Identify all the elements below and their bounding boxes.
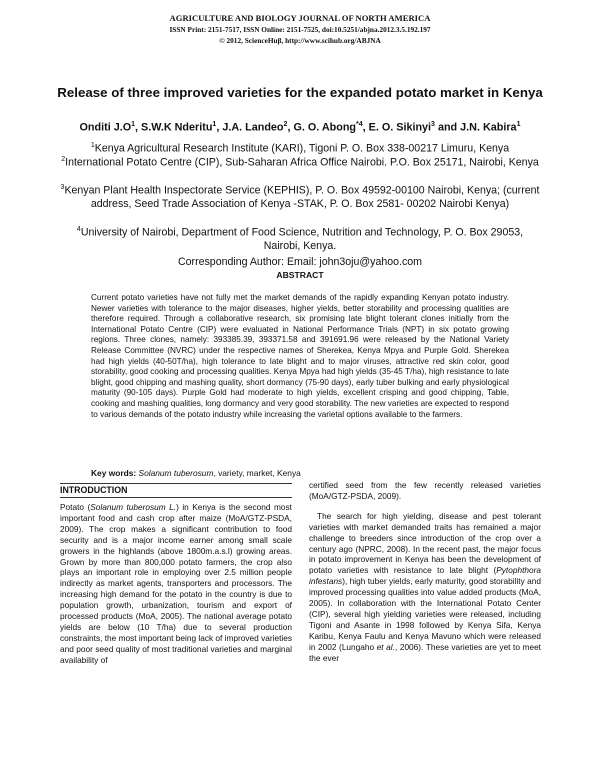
keywords-rest: , variety, market, Kenya [213, 468, 301, 478]
author-affiliation-mark: 1 [131, 121, 136, 128]
citation-etal: et al. [376, 641, 395, 652]
affiliation-text: International Potato Centre (CIP), Sub-Saharan Africa Office Nairobi. P.O. Box 25171, Nairobi, Kenya [65, 156, 539, 169]
affiliation-number: 1 [90, 142, 95, 149]
abstract-text: Current potato varieties have not fully met the market demands of the rapidly expanding Kenyan potato industry. Newer varieties with tolerance to the major diseases, higher yields, better storability and processing qualities are therefore required. Through a collaborative research, six promising late blight tolerant clones initially from the International Potato Centre (CIP) were evaluated in National Performance Trials (NPT) in six potato growing regions. Three clones, namely: 393385.39, 393371.58 and 391691.96 were released by the National Variety Release Committee (NVRC) under the respective names of Sherekea, Kenya Mpya and Purple Gold. Sherekea had high yields (40-50T/ha), high tolerance to late blight and to major viruses, attractive red skin color, good storability, good cooking and processing qualities. Kenya Mpya had high yields (35-45 T/ha), high resistance to late blight, good chipping and mashing quality, short dormancy (75-90 days), early tuber bulking and early physiological maturity (90-105 days). Purple Gold had moderate to high yields, excellent crisping and good chipping, Table, cooking and mashing qualities, long dormancy and very good storability. The new varieties are expected to respond to various demands of the potato industry while increasing the varietal options available to the farmers. [91, 293, 509, 419]
author-name: J.N. Kabira [460, 121, 517, 134]
section-divider-bottom [60, 497, 292, 498]
species-name: Pytophthora infestans [309, 565, 541, 587]
author-name: E. O. Sikinyi [368, 121, 432, 134]
abstract-heading: ABSTRACT [276, 270, 324, 280]
author-affiliation-mark: 1 [516, 121, 521, 128]
keywords-italic: Solanum tuberosum [138, 468, 214, 478]
text-run: The search for high yielding, disease and pest tolerant varieties with market demanded traits has remained a major challenge to breeders since introduction of the crop over a century ago (NPRC, 2008). In the recent past, the major focus in potato improvement in Kenya has been the development of potato varieties with resistance to late blight ( [309, 510, 541, 576]
affiliation [60, 153, 540, 170]
author-name: S.W.K Nderitu [141, 121, 213, 134]
introduction-heading: INTRODUCTION [60, 485, 128, 495]
author-name: G. O. Abong [293, 121, 357, 134]
author-affiliation-mark: 3 [431, 121, 435, 128]
paragraph [309, 511, 541, 664]
section-divider-top [60, 483, 292, 484]
journal-issn: ISSN Print: 2151-7517, ISSN Online: 2151-7525, doi:10.5251/abjna.2012.3.5.192.197 [169, 25, 431, 34]
keywords [91, 468, 509, 478]
affiliation-text: Kenya Agricultural Research Institute (KARI), Tigoni P. O. Box 338-00217 Limuru, Kenya [94, 142, 510, 155]
text-run: Potato ( [60, 502, 91, 512]
affiliation-number: 2 [61, 156, 66, 163]
journal-name: AGRICULTURE AND BIOLOGY JOURNAL OF NORTH AMERICA [169, 13, 431, 23]
affiliation-number: 3 [60, 184, 65, 191]
paragraph [60, 502, 292, 666]
author-name: J.A. Landeo [222, 121, 284, 134]
left-column [60, 502, 292, 666]
author-list: Onditi $J.O^1$, S.W.K Nderitu$^1$, J.A. Landeo$^2$, G. O. Abong$^{*4}$, E. O. Sikinyi$^3$ and J.N. Kabira$^1$ [79, 121, 521, 134]
author-affiliation-mark: 1 [212, 121, 217, 128]
affiliation-number: 4 [76, 226, 81, 233]
author-affiliation-mark: *4 [356, 121, 363, 128]
author-affiliation-mark: 2 [283, 121, 288, 128]
text-run: ), high tuber yields, early maturity, good storability and improved processing qualities into value added products (MoA, 2005). In collaboration with the International Potato Center (CIP), several high yielding varieties were released, including Tigoni and Asante in 1998 followed by Kenya Sifa, Kenya Karibu, Kenya Faulu and Kenya Mavuno which were released in 2002 (Lungaho [309, 576, 541, 652]
affiliation-text: University of Nairobi, Department of Food Science, Nutrition and Technology, P. O. Box 29053, Nairobi, Kenya. [80, 226, 524, 253]
affiliation [60, 223, 540, 254]
text-run: , 2006). These varieties are yet to meet the ever [309, 641, 541, 663]
corresponding-author: Corresponding Author: Email: john3oju@yahoo.com [178, 256, 422, 268]
paragraph: certified seed from the few recently released varieties (MoA/GTZ-PSDA, 2009). [309, 480, 541, 501]
paper-title: Release of three improved varieties for the expanded potato market in Kenya [57, 85, 543, 100]
text-run: ) in Kenya is the second most important food and cash crop after maize (MoA/GTZ-PSDA, 2009). The crop makes a significant contribution to food security and is a major income earner among small scale growers in the highlands (above 1800m.a.s.l) growing areas. Grown by more than 800,000 potato farmers, the crop also plays an important role in employing over 2.5 million people indirectly as market agents, transporters and processors. The increasing high demand for the potato in the country is due to population growth, urbanization, tourism and export of processed products (MoA, 2005). The national average potato yields are below (10 T/ha) due to several production constraints, the most important being lack of improved varieties and poor seed quality of most traditional varieties and marginal availability of [60, 502, 292, 665]
author-name: Onditi J.O [79, 121, 132, 134]
species-name: Solanum tuberosum L. [90, 502, 177, 512]
keywords-label: Key words: [91, 468, 137, 478]
affiliation-text: Kenyan Plant Health Inspectorate Service (KEPHIS), P. O. Box 49592-00100 Nairobi, Kenya; (current address, Seed Trade Association of Kenya -STAK, P. O. Box 2581- 00202 Nairobi Kenya) [64, 184, 540, 211]
right-column [309, 480, 541, 664]
affiliation [60, 181, 540, 212]
journal-copyright: © 2012, ScienceHuβ, http://www.scihub.org/ABJNA [219, 36, 381, 45]
